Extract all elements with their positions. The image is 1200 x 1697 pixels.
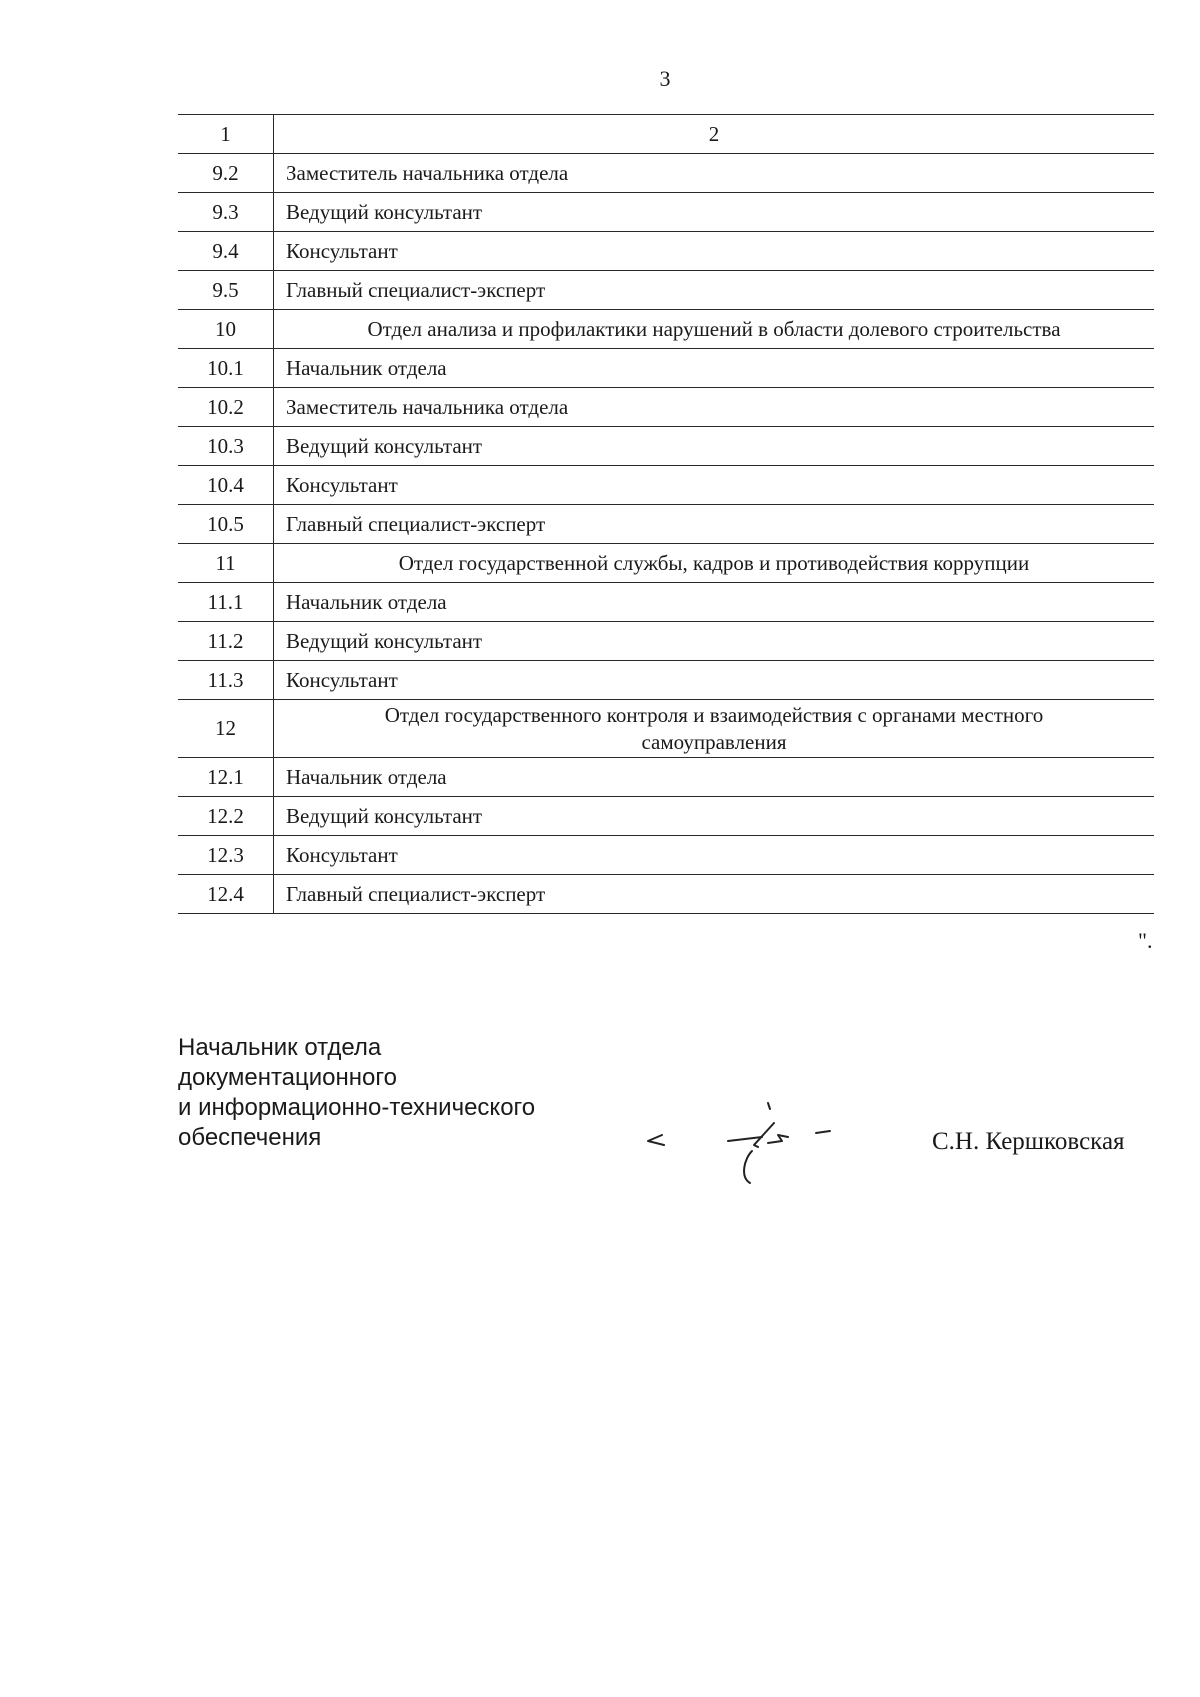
table-header-row bbox=[178, 115, 1154, 154]
row-number: 9.5 bbox=[178, 271, 274, 310]
table-row bbox=[178, 427, 1154, 466]
header-col-1: 1 bbox=[178, 115, 274, 154]
table-row bbox=[178, 388, 1154, 427]
row-number: 10.4 bbox=[178, 466, 274, 505]
table-row bbox=[178, 154, 1154, 193]
row-number: 9.4 bbox=[178, 232, 274, 271]
row-number: 11.3 bbox=[178, 661, 274, 700]
row-position: Заместитель начальника отдела bbox=[274, 154, 1155, 193]
closing-quote: ". bbox=[1138, 928, 1153, 953]
row-number: 10.2 bbox=[178, 388, 274, 427]
row-position: Ведущий консультант bbox=[274, 797, 1155, 836]
row-number: 10.5 bbox=[178, 505, 274, 544]
table-row bbox=[178, 758, 1154, 797]
signatory-title bbox=[178, 1033, 535, 1153]
row-position: Начальник отдела bbox=[274, 758, 1155, 797]
row-position: Ведущий консультант bbox=[274, 193, 1155, 232]
table-row bbox=[178, 875, 1154, 914]
table-row bbox=[178, 583, 1154, 622]
signatory-title-line: и информационно-технического bbox=[178, 1094, 536, 1121]
row-number: 10.3 bbox=[178, 427, 274, 466]
row-position: Начальник отдела bbox=[274, 583, 1155, 622]
row-position: Главный специалист-эксперт bbox=[274, 505, 1155, 544]
section-title: Отдел анализа и профилактики нарушений в области долевого строительства bbox=[274, 310, 1155, 349]
section-title: Отдел государственной службы, кадров и противодействия коррупции bbox=[274, 544, 1155, 583]
row-position: Главный специалист-эксперт bbox=[274, 875, 1155, 914]
header-col-2: 2 bbox=[274, 115, 1155, 154]
row-number: 11.1 bbox=[178, 583, 274, 622]
row-position: Начальник отдела bbox=[274, 349, 1155, 388]
table-row bbox=[178, 466, 1154, 505]
row-position: Ведущий консультант bbox=[274, 427, 1155, 466]
table-row bbox=[178, 797, 1154, 836]
table-row bbox=[178, 836, 1154, 875]
table-row bbox=[178, 505, 1154, 544]
signatory-title-line: Начальник отдела bbox=[178, 1034, 382, 1061]
row-number: 12.2 bbox=[178, 797, 274, 836]
section-row bbox=[178, 544, 1154, 583]
row-position: Консультант bbox=[274, 232, 1155, 271]
row-number: 9.2 bbox=[178, 154, 274, 193]
signatory-title-line: документационного bbox=[178, 1064, 397, 1091]
row-number: 10.1 bbox=[178, 349, 274, 388]
table-row bbox=[178, 232, 1154, 271]
row-number: 12.4 bbox=[178, 875, 274, 914]
row-number: 12.1 bbox=[178, 758, 274, 797]
row-position: Консультант bbox=[274, 661, 1155, 700]
table-row bbox=[178, 271, 1154, 310]
row-number: 12.3 bbox=[178, 836, 274, 875]
table-row bbox=[178, 622, 1154, 661]
section-title: Отдел государственного контроля и взаимодействия с органами местного самоуправления bbox=[274, 700, 1155, 758]
row-position: Ведущий консультант bbox=[274, 622, 1155, 661]
section-row bbox=[178, 310, 1154, 349]
section-number: 12 bbox=[178, 700, 274, 758]
row-position: Консультант bbox=[274, 836, 1155, 875]
section-number: 10 bbox=[178, 310, 274, 349]
row-position: Консультант bbox=[274, 466, 1155, 505]
signatory-title-line: обеспечения bbox=[178, 1124, 322, 1151]
table-row bbox=[178, 193, 1154, 232]
row-position: Заместитель начальника отдела bbox=[274, 388, 1155, 427]
page-number: 3 bbox=[659, 66, 671, 91]
table-row bbox=[178, 349, 1154, 388]
row-number: 9.3 bbox=[178, 193, 274, 232]
handwritten-signature bbox=[640, 1085, 870, 1195]
section-number: 11 bbox=[178, 544, 274, 583]
signatory-name: С.Н. Кершковская bbox=[932, 1128, 1125, 1155]
row-position: Главный специалист-эксперт bbox=[274, 271, 1155, 310]
table-row bbox=[178, 661, 1154, 700]
positions-table bbox=[178, 114, 1154, 914]
row-number: 11.2 bbox=[178, 622, 274, 661]
section-row bbox=[178, 700, 1154, 758]
